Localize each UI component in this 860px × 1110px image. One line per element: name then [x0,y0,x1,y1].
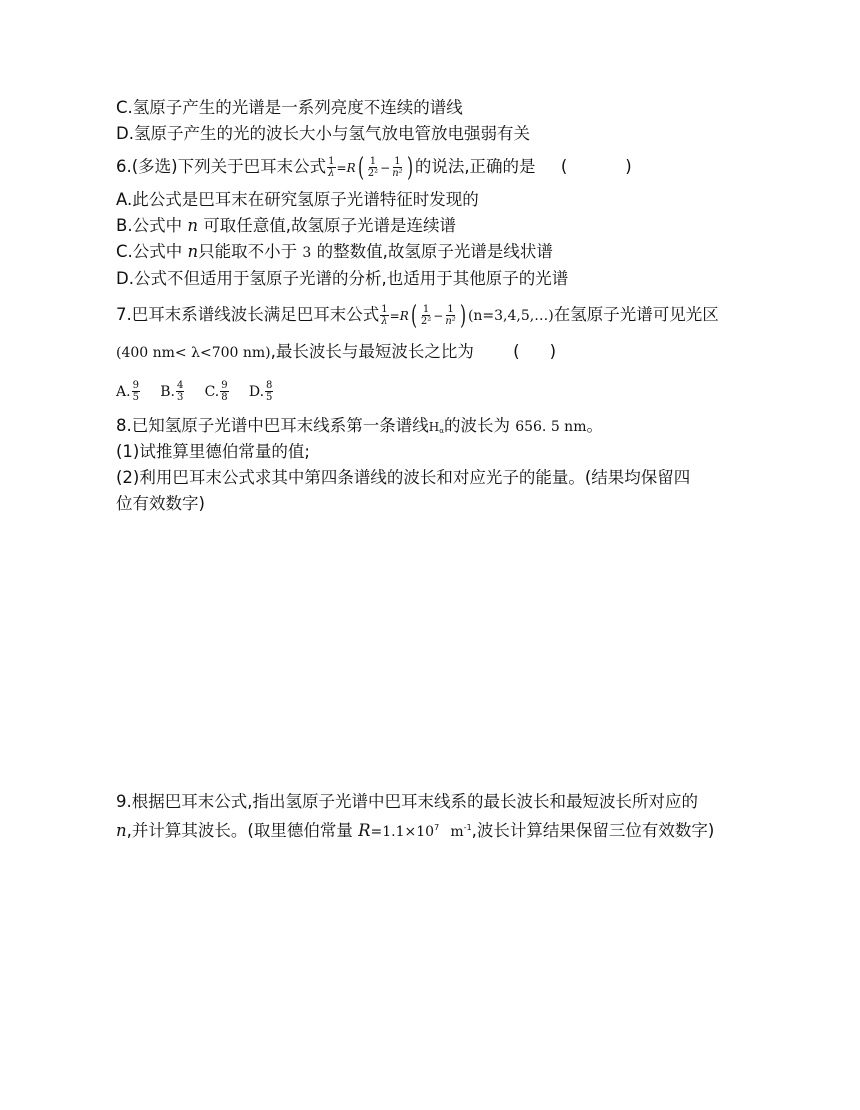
q7-stem-line2: (400 nm< λ<700 nm),最长波长与最短波长之比为 ( ) [116,342,557,361]
q6-option-b: B.公式中 n 可取任意值,故氢原子光谱是连续谱 [116,216,456,235]
balmer-formula: $\frac{1}{\lambda}$ = R ( $\frac{1}{\text{2²}}$ − $\frac{1}{\text{n²}}$ ) [381,300,466,331]
q6-option-a: A.此公式是巴耳末在研究氢原子光谱特征时发现的 [116,190,479,209]
q5-option-d: D.氢原子产生的光的波长大小与氢气放电管放电强弱有关 [116,124,530,143]
q8-part-2: (2)利用巴耳末公式求其中第四条谱线的波长和对应光子的能量。(结果均保留四 [116,468,691,487]
q7-options: A. $\frac{9}{5}$ B. $\frac{4}{3}$ C. $\frac{9}{8}$ D. $\frac{8}{5}$ [116,380,273,403]
q6-option-c: C.公式中 n只能取不小于 3 的整数值,故氢原子光谱是线状谱 [116,242,553,261]
q9-stem-line2: n,并计算其波长。(取里德伯常量 $R=1.1\times 10^7$ $m^{-1}$,波长计算结果保留三位有效数字) [116,821,715,840]
q9-stem: 9.根据巴耳末公式,指出氢原子光谱中巴耳末线系的最长波长和最短波长所对应的 [116,792,698,811]
q8-part-2-cont: 位有效数字) [116,494,205,513]
q8-stem: 8.已知氢原子光谱中巴耳末线系第一条谱线$H_\alpha$的波长为 656. 5 nm。 [116,416,603,435]
q6-option-d: D.公式不但适用于氢原子光谱的分析,也适用于其他原子的光谱 [116,269,569,288]
q6-stem: 6.(多选)下列关于巴耳末公式 $\frac{1}{\lambda}$ = R ( $\frac{1}{\text{2²}}$ − $\frac{1}{\text{n²}}$ ) 的说法,正确的是 ( ) [116,152,632,183]
balmer-formula: $\frac{1}{\lambda}$ = R ( $\frac{1}{\text{2²}}$ − $\frac{1}{\text{n²}}$ ) [328,152,413,183]
q7-stem: 7.巴耳末系谱线波长满足巴耳末公式 $\frac{1}{\lambda}$ = R ( $\frac{1}{\text{2²}}$ − $\frac{1}{\text{n²}}$ ) (n=3,4,5,…)在氢原子光谱可见光区 [116,300,719,331]
q7-option-d-fraction: $\frac{8}{5}$ [266,380,273,403]
q5-option-c: C.氢原子产生的光谱是一系列亮度不连续的谱线 [116,98,463,117]
q7-option-b-fraction: $\frac{4}{3}$ [176,380,184,403]
q7-option-a-fraction: $\frac{9}{5}$ [132,380,139,403]
q8-part-1: (1)试推算里德伯常量的值; [116,442,310,461]
q7-option-c-fraction: $\frac{9}{8}$ [221,380,228,403]
